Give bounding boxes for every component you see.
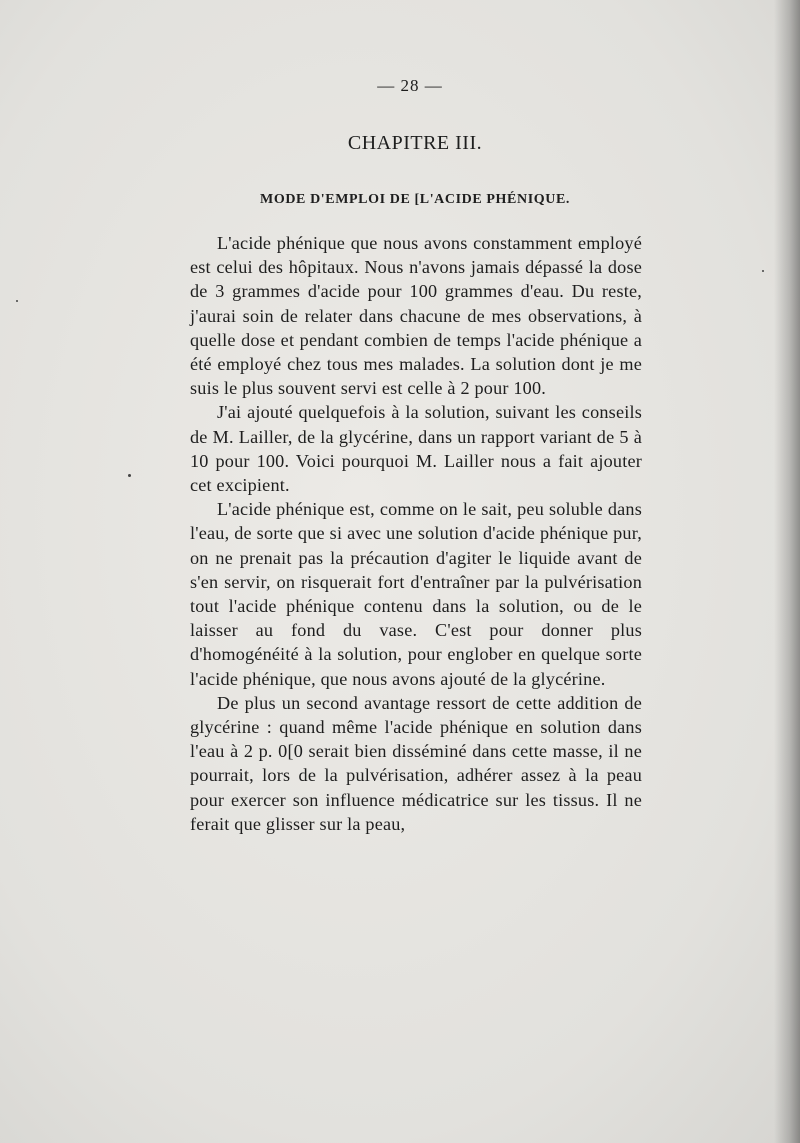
paragraph-4: De plus un second avantage ressort de cette addition de glycérine : quand même l'acide phénique en solution dans l'eau à 2 p. 0[0 serait bien disséminé dans cette masse, il ne pourrait, lors de la pulvérisation, adhérer assez à la peau pour exercer son influence médicatrice sur les tissus. Il ne ferait que glisser sur la peau,: [190, 692, 642, 834]
ink-speck: [128, 474, 131, 477]
page-edge-shadow: [774, 0, 800, 1143]
ink-speck: [16, 300, 18, 302]
chapter-title: CHAPITRE III.: [347, 132, 483, 154]
paragraph-1: L'acide phénique que nous avons constamment employé est celui des hôpitaux. Nous n'avons jamais dépassé la dose de 3 grammes d'acide pour 100 grammes d'eau. Du reste, j'aurai soin de relater dans chacune de mes observations, à quelle dose et pendant combien de temps l'acide phénique a été employé chez tous mes malades. La solution dont je me suis le plus souvent servi est celle à 2 pour 100.: [190, 233, 642, 399]
paragraph-2: J'ai ajouté quelquefois à la solution, suivant les conseils de M. Lailler, de la glycérine, dans un rapport variant de 5 à 10 pour 100. Voici pourquoi M. Lailler nous a fait ajouter cet excipient.: [190, 402, 642, 496]
body-text: [190, 231, 642, 836]
paragraph-3: L'acide phénique est, comme on le sait, peu soluble dans l'eau, de sorte que si avec une solution d'acide phénique pur, on ne prenait pas la précaution d'agiter le liquide avant de s'en servir, on risquerait fort d'entraîner par la pulvérisation tout l'acide phénique contenu dans la solution, ou de le laisser au fond du vase. C'est pour donner plus d'homogénéité à la solution, pour englober en quelque sorte l'acide phénique, que nous avons ajouté de la glycérine.: [190, 499, 642, 689]
section-title: MODE D'EMPLOI DE [L'ACIDE PHÉNIQUE.: [260, 192, 570, 207]
ink-speck: [762, 270, 764, 272]
page-number: — 28 —: [377, 76, 443, 95]
